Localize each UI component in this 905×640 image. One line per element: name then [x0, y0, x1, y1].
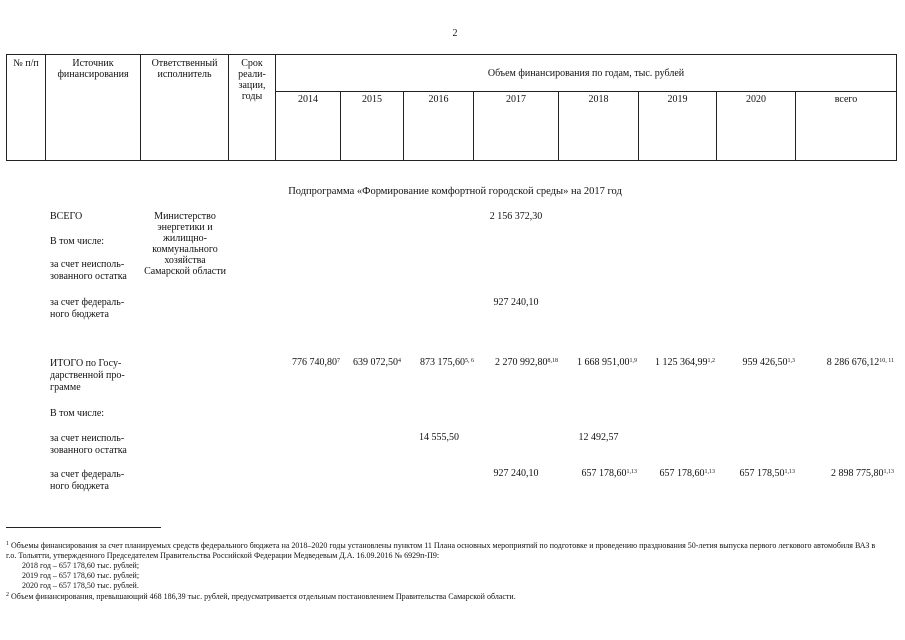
col-volume-header: Объем финансирования по годам, тыс. рублей	[487, 68, 685, 79]
itogo-2014: 776 740,80$^7$	[292, 357, 340, 368]
col-executor-header: Ответственный исполнитель	[151, 58, 218, 80]
year-header-2018: 2018	[588, 94, 609, 105]
col-term-header: Срок реали-зации, годы	[238, 58, 266, 102]
footnote-separator	[6, 527, 161, 528]
col-num-header: № п/п	[13, 58, 39, 69]
year-header-2016: 2016	[428, 94, 449, 105]
itogo-2018: 1 668 951,00$^{1,9}$	[577, 357, 637, 368]
block2-federal-label: за счет федераль-ного бюджета	[50, 469, 125, 492]
year-header-total: всего	[834, 94, 858, 105]
itogo-label: ИТОГО по Госу-дарственной про-грамме	[50, 358, 125, 393]
block1-federal-2017: 927 240,10	[493, 297, 539, 308]
block1-unused-label: за счет неисполь-зованного остатка	[50, 259, 127, 282]
block1-total-2017: 2 156 372,30	[489, 211, 543, 222]
block1-executor: Министерство энергетики и жилищно-коммунального хозяйства Самарской области	[144, 211, 226, 277]
footnote-1: $^1$ Объемы финансирования за счет планируемых средств федерального бюджета на 2018–2020 годы установлены пунктом 11 Плана основных мероприятий по подготовке и проведению празднования 50-летия выпуска первого легкового автомобиля ВАЗ в г.о. Тольятти, утвержденного Председателем Правительства Российской Федерации Медведевым Д.А. 16.09.2016 № 6929п-П9:	[6, 541, 876, 560]
federal-total: 2 898 775,80$^{1,13}$	[831, 468, 894, 479]
page-number: 2	[452, 28, 458, 39]
itogo-2016: 873 175,60$^{5, 6}$	[420, 357, 474, 368]
federal-2017: 927 240,10	[493, 468, 539, 479]
federal-2020: 657 178,50$^{1,13}$	[739, 468, 795, 479]
year-header-2017: 2017	[506, 94, 526, 105]
subprogram-title: Подпрограмма «Формирование комфортной городской среды» на 2017 год	[288, 186, 622, 197]
unused-2018: 12 492,57	[578, 432, 619, 443]
block1-total-label: ВСЕГО	[50, 211, 83, 222]
itogo-total: 8 286 676,12$^{10, 11}$	[826, 357, 894, 368]
block1-federal-label: за счет федераль-ного бюджета	[50, 297, 125, 320]
itogo-2015: 639 072,50$^4$	[353, 357, 401, 368]
col-source-header: Источник финансирования	[57, 58, 129, 80]
block1-incl-label: В том числе:	[50, 236, 105, 247]
block2-incl-label: В том числе:	[50, 408, 105, 419]
itogo-2017: 2 270 992,80$^{8,18}$	[495, 357, 558, 368]
block2-unused-label: за счет неисполь-зованного остатка	[50, 433, 127, 456]
year-header-2015: 2015	[362, 94, 382, 105]
itogo-2020: 959 426,50$^{1,3}$	[742, 357, 795, 368]
federal-2018: 657 178,60$^{1,13}$	[581, 468, 637, 479]
federal-2019: 657 178,60$^{1,13}$	[659, 468, 715, 479]
footnote-1-line-3: 2020 год – 657 178,50 тыс. рублей.	[22, 581, 139, 590]
footnote-2: $^2$ Объем финансирования, превышающий 468 186,39 тыс. рублей, предусматривается отдельным постановлением Правительства Самарской области.	[6, 592, 516, 601]
year-header-2014: 2014	[298, 94, 318, 105]
year-header-2020: 2020	[746, 94, 766, 105]
itogo-2019: 1 125 364,99$^{1,2}$	[655, 357, 715, 368]
year-header-2019: 2019	[667, 94, 688, 105]
footnote-1-line-2: 2019 год – 657 178,60 тыс. рублей;	[22, 571, 140, 580]
footnote-1-line-1: 2018 год – 657 178,60 тыс. рублей;	[22, 561, 140, 570]
unused-2016: 14 555,50	[419, 432, 459, 443]
